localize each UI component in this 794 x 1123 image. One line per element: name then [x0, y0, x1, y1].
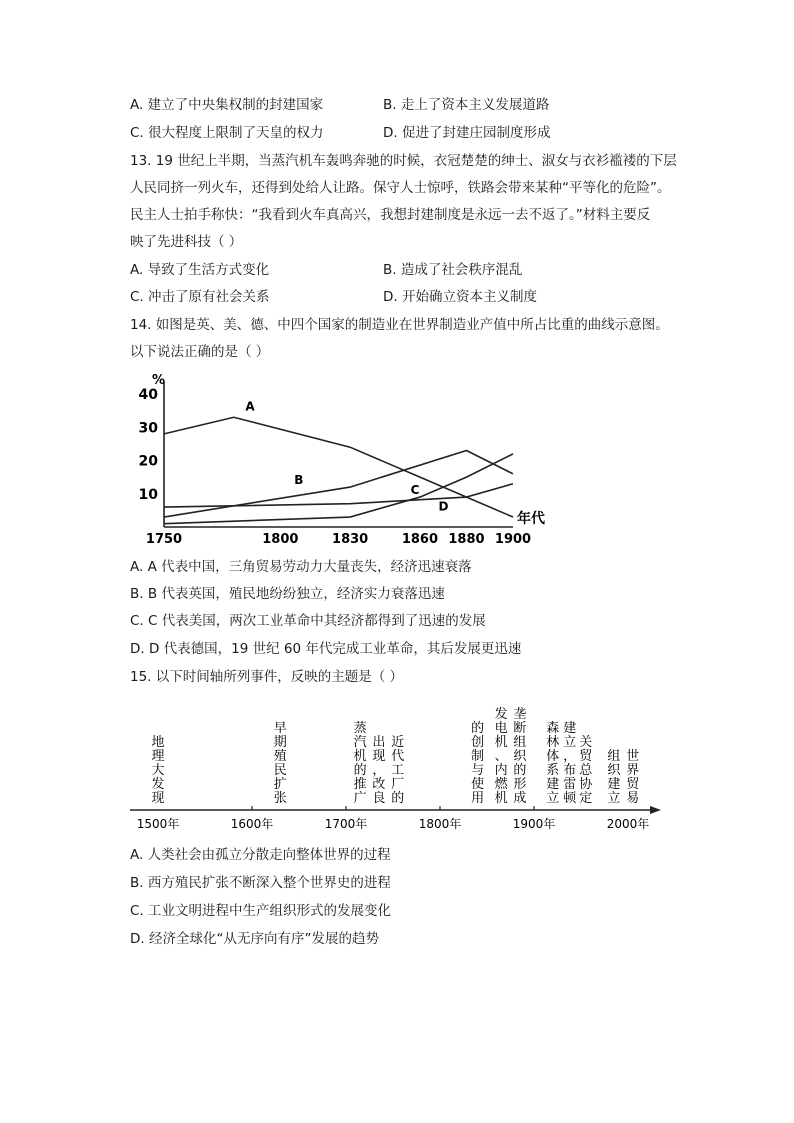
timeline-event: [274, 721, 287, 806]
q12-option-d: D. 促进了封建庄园制度形成: [383, 125, 551, 141]
q13-option-d: D. 开始确立资本主义制度: [383, 289, 537, 305]
x-tick-label: 1830: [332, 532, 369, 547]
timeline-event-label: 的创制与使用: [471, 721, 485, 806]
x-tick-label: 1900: [494, 532, 532, 547]
timeline-event: [626, 748, 640, 806]
q15-option-b: B. 西方殖民扩张不断深入整个世界史的进程: [130, 875, 391, 891]
q15-option-a: A. 人类社会由孤立分散走向整体世界的过程: [130, 847, 391, 863]
y-tick-label: 20: [138, 453, 158, 470]
q12-option-b: B. 走上了资本主义发展道路: [383, 97, 550, 113]
timeline-arrow: [650, 806, 661, 814]
q14-option-c: C. C 代表美国，两次工业革命中其经济都得到了迅速的发展: [130, 613, 486, 629]
y-tick-label: 30: [138, 420, 158, 437]
q15-option-d: D. 经济全球化“从无序向有序”发展的趋势: [130, 931, 379, 947]
timeline-event-label: 森林体系建立: [546, 721, 560, 806]
x-axis-label: 年代: [517, 511, 545, 527]
timeline-year-label: 1900年: [512, 817, 556, 831]
q15-stem: 15. 以下时间轴所列事件，反映的主题是（ ）: [130, 669, 404, 685]
history-timeline: [128, 692, 668, 842]
timeline-year-label: 1600年: [230, 817, 274, 831]
q14-stem-line-1: 14. 如图是英、美、德、中四个国家的制造业在世界制造业产值中所占比重的曲线示意图。: [130, 317, 669, 333]
timeline-event: [579, 735, 593, 806]
timeline-year-label: 1500年: [136, 817, 180, 831]
timeline-event: [513, 706, 527, 806]
q14-stem-line-2: 以下说法正确的是（ ）: [130, 344, 270, 360]
series-label-b: B: [294, 472, 304, 487]
timeline-event: [354, 720, 367, 806]
q13-stem-line-2: 人民同挤一列火车，还得到处给人让路。保守人士惊呼，铁路会带来某种“平等化的危险”。: [130, 180, 671, 196]
timeline-event: [151, 734, 164, 806]
series-line-b: [164, 451, 513, 518]
y-axis-label: %: [152, 373, 166, 388]
timeline-event-label: 早期殖民扩张: [273, 721, 287, 806]
x-tick-label: 1880: [448, 532, 485, 547]
timeline-event: [372, 734, 385, 806]
timeline-event: [546, 720, 559, 806]
q13-option-b: B. 造成了社会秩序混乱: [383, 262, 523, 278]
timeline-event-label: 近代工厂的: [391, 735, 405, 806]
q13-stem-line-4: 映了先进科技（ ）: [130, 234, 243, 250]
timeline-event-label: 关贸总协定: [579, 735, 593, 806]
series-label-c: C: [410, 482, 420, 497]
timeline-event-label: 发电机、内燃机: [494, 707, 508, 806]
timeline-year-label: 1700年: [324, 817, 368, 831]
q12-option-c: C. 很大程度上限制了天皇的权力: [130, 125, 324, 141]
q12-option-a: A. 建立了中央集权制的封建国家: [130, 97, 324, 113]
q14-option-d: D. D 代表德国，19 世纪 60 年代完成工业革命，其后发展更迅速: [130, 641, 522, 657]
y-tick-label: 40: [138, 387, 158, 403]
timeline-event: [391, 735, 404, 806]
timeline-year-label: 2000年: [606, 817, 650, 831]
manufacturing-share-chart: [128, 372, 548, 552]
q13-stem-line-1: 13. 19 世纪上半期，当蒸汽机车轰鸣奔驰的时候，衣冠楚楚的绅士、淑女与衣衫褴褛的下层: [130, 153, 677, 169]
timeline-event: [607, 749, 621, 806]
timeline-event-label: 蒸汽机的推广: [353, 721, 367, 806]
timeline-event-label: 组织建立: [607, 749, 621, 806]
series-label-a: A: [245, 399, 255, 414]
q13-option-c: C. 冲击了原有社会关系: [130, 289, 270, 305]
q14-option-b: B. B 代表英国，殖民地纷纷独立，经济实力衰落迅速: [130, 586, 445, 602]
timeline-event-label: 出现，改良: [372, 735, 386, 806]
timeline-event: [563, 720, 577, 806]
timeline-event: [471, 721, 484, 806]
q13-option-a: A. 导致了生活方式变化: [130, 262, 270, 278]
q15-option-c: C. 工业文明进程中生产组织形式的发展变化: [130, 903, 392, 919]
q13-stem-line-3: 民主人士拍手称快：“我看到火车真高兴，我想封建制度是永远一去不返了。”材料主要反: [130, 207, 651, 223]
timeline-year-label: 1800年: [418, 817, 462, 831]
timeline-event: [495, 707, 509, 806]
q14-option-a: A. A 代表中国，三角贸易劳动力大量丧失，经济迅速衰落: [130, 559, 472, 575]
timeline-event-label: 地理大发现: [151, 735, 165, 806]
series-label-d: D: [438, 499, 449, 514]
y-tick-label: 10: [138, 486, 158, 503]
timeline-event-label: 世界贸易: [626, 749, 640, 806]
x-tick-label: 1800: [262, 532, 299, 547]
series-line-a: [164, 417, 513, 517]
x-tick-label: 1750: [145, 532, 183, 547]
x-tick-label: 1860: [401, 532, 439, 547]
timeline-event-label: 建立，布雷顿: [563, 721, 577, 806]
timeline-event-label: 垄断组织的形成: [513, 707, 527, 806]
